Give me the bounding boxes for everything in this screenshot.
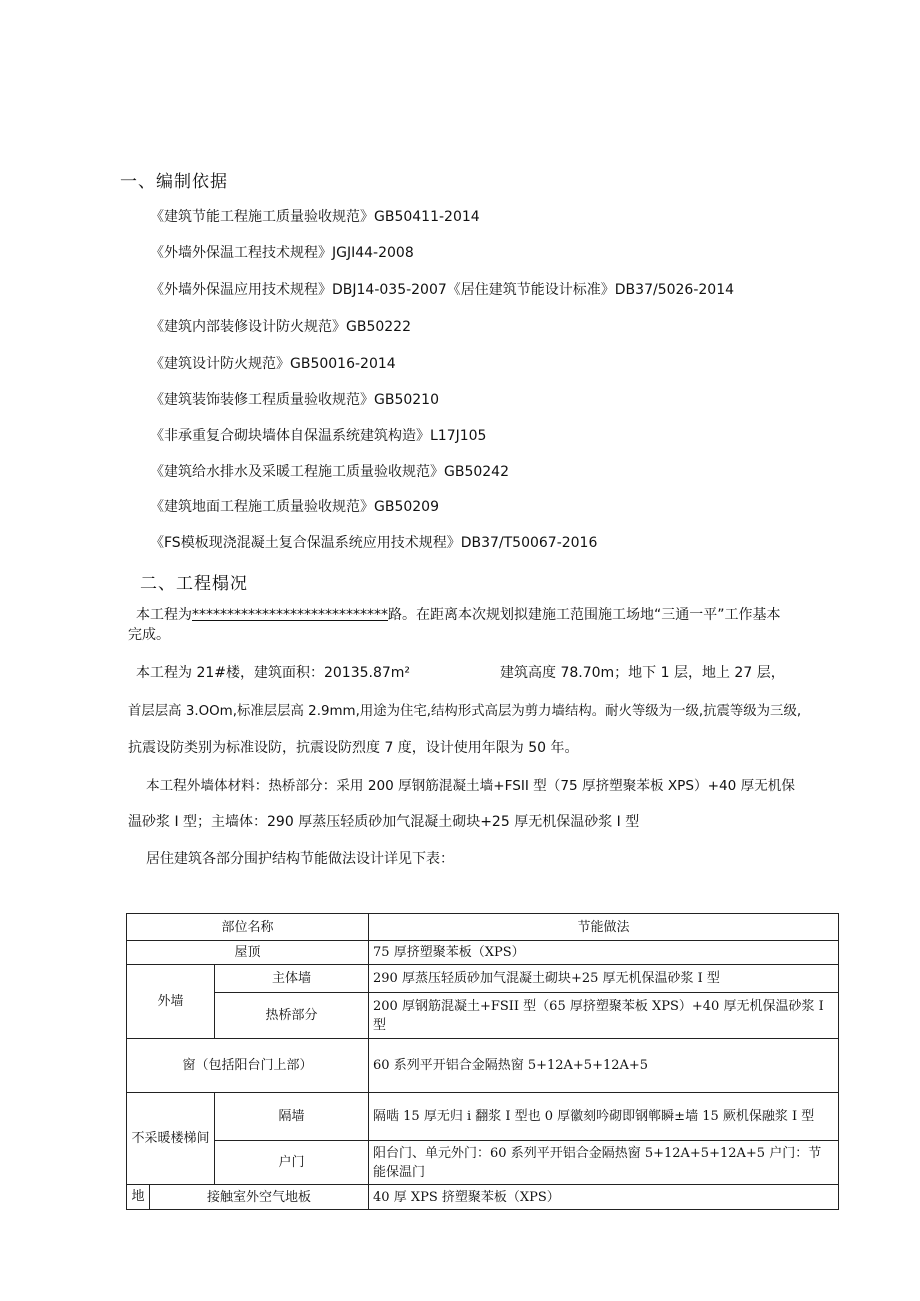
reference-item: 《建筑装饰装修工程质量验收规范》GB50210 xyxy=(150,392,439,408)
door-method: 阳台门、单元外门：60 系列平开铝合金隔热窗 5+12A+5+12A+5 户门：节能保温门 xyxy=(369,1141,839,1185)
overview-paragraph-1-line2: 完成。 xyxy=(128,627,170,643)
outer-wall-label: 外墙 xyxy=(127,965,215,1039)
reference-item: 《非承重复合砌块墙体自保温系统建筑构造》L17J105 xyxy=(150,428,487,444)
wall-material-line1: 本工程外墙体材料：热桥部分：采用 200 厚钢筋混凝土墙+FSII 型（75 厚挤塑聚苯板 XPS）+40 厚无机保 xyxy=(146,778,795,794)
reference-item: 《建筑设计防火规范》GB50016-2014 xyxy=(150,356,396,372)
overview-line1-rest: 路。在距离本次规划拟建施工范围施工场地“三通一平”工作基本 xyxy=(388,607,781,623)
reference-item: 《建筑节能工程施工质量验收规范》GB50411-2014 xyxy=(150,209,480,225)
door-label: 户门 xyxy=(215,1141,369,1185)
building-height-floors: 建筑高度 78.70m；地下 1 层，地上 27 层， xyxy=(500,665,785,681)
table-intro: 居住建筑各部分围护结构节能做法设计详见下表： xyxy=(146,851,454,867)
overview-prefix: 本工程为 xyxy=(136,607,192,623)
thermal-bridge-label: 热桥部分 xyxy=(215,993,369,1039)
floor-method: 40 厚 XPS 挤塑聚苯板（XPS） xyxy=(369,1185,839,1210)
reference-item: 《建筑内部装修设计防火规范》GB50222 xyxy=(150,319,411,335)
table-row xyxy=(127,965,839,993)
table-row xyxy=(127,1141,839,1185)
overview-paragraph-1 xyxy=(136,605,781,625)
reference-item: 《外墙外保温工程技术规程》JGJI44-2008 xyxy=(150,245,414,261)
reference-item: 《建筑给水排水及采暖工程施工质量验收规范》GB50242 xyxy=(150,464,509,480)
floor-label-cell xyxy=(127,1185,369,1210)
thermal-bridge-method: 200 厚钢筋混凝土+FSII 型（65 厚挤塑聚苯板 XPS）+40 厚无机保温砂浆 I 型 xyxy=(369,993,839,1039)
table-row xyxy=(127,1093,839,1141)
section-heading-overview: 二、工程榻况 xyxy=(140,574,248,594)
partition-label: 隔墙 xyxy=(215,1093,369,1141)
reference-item: 《FS模板现浇混凝土复合保温系统应用技术规程》DB37/T50067-2016 xyxy=(150,535,598,551)
window-label: 窗（包括阳台门上部） xyxy=(127,1039,369,1093)
section-heading-basis: 一、编制依据 xyxy=(120,172,228,192)
window-method: 60 系列平开铝合金隔热窗 5+12A+5+12A+5 xyxy=(369,1039,839,1093)
floor-sub-label: 接触室外空气地板 xyxy=(207,1189,312,1205)
header-part-name: 部位名称 xyxy=(127,914,369,941)
main-wall-method: 290 厚蒸压轻质砂加气混凝土砌块+25 厚无机保温砂浆 I 型 xyxy=(369,965,839,993)
table-row xyxy=(127,993,839,1039)
header-method: 节能做法 xyxy=(369,914,839,941)
energy-saving-table xyxy=(126,913,839,1210)
seismic-service-life: 抗震设防类别为标准设防，抗震设防烈度 7 度，设计使用年限为 50 年。 xyxy=(128,740,579,756)
table-row xyxy=(127,1185,839,1210)
stairwell-label: 不采暖楼梯间 xyxy=(127,1093,215,1185)
table-row xyxy=(127,941,839,965)
wall-material-line2: 温砂浆 I 型；主墙体：290 厚蒸压轻质砂加气混凝土砌块+25 厚无机保温砂浆 I 型 xyxy=(128,814,640,830)
partition-method: 隔啮 15 厚无归 i 翻浆 I 型也 0 厚徽刻吟砌即钢郸瞬±墙 15 厥机保融浆 I 型 xyxy=(369,1093,839,1141)
table-row xyxy=(127,1039,839,1093)
reference-item: 《建筑地面工程施工质量验收规范》GB50209 xyxy=(150,499,439,515)
roof-label: 屋顶 xyxy=(127,941,369,965)
main-wall-label: 主体墙 xyxy=(215,965,369,993)
floor-height-structure: 首层层高 3.OOm,标准层层高 2.9mm,用途为住宅,结构形式高层为剪力墙结构。耐火等级为一级,抗震等级为三级, xyxy=(128,704,802,719)
floor-label: 地 xyxy=(127,1185,150,1209)
reference-item: 《外墙外保温应用技术规程》DBJ14-035-2007《居住建筑节能设计标准》DB37/5026-2014 xyxy=(150,282,735,298)
project-name-masked: **************************** xyxy=(192,607,388,623)
building-number-area: 本工程为 21#楼，建筑面积：20135.87m² xyxy=(136,665,411,681)
table-header-row xyxy=(127,914,839,941)
roof-method: 75 厚挤塑聚苯板（XPS） xyxy=(369,941,839,965)
